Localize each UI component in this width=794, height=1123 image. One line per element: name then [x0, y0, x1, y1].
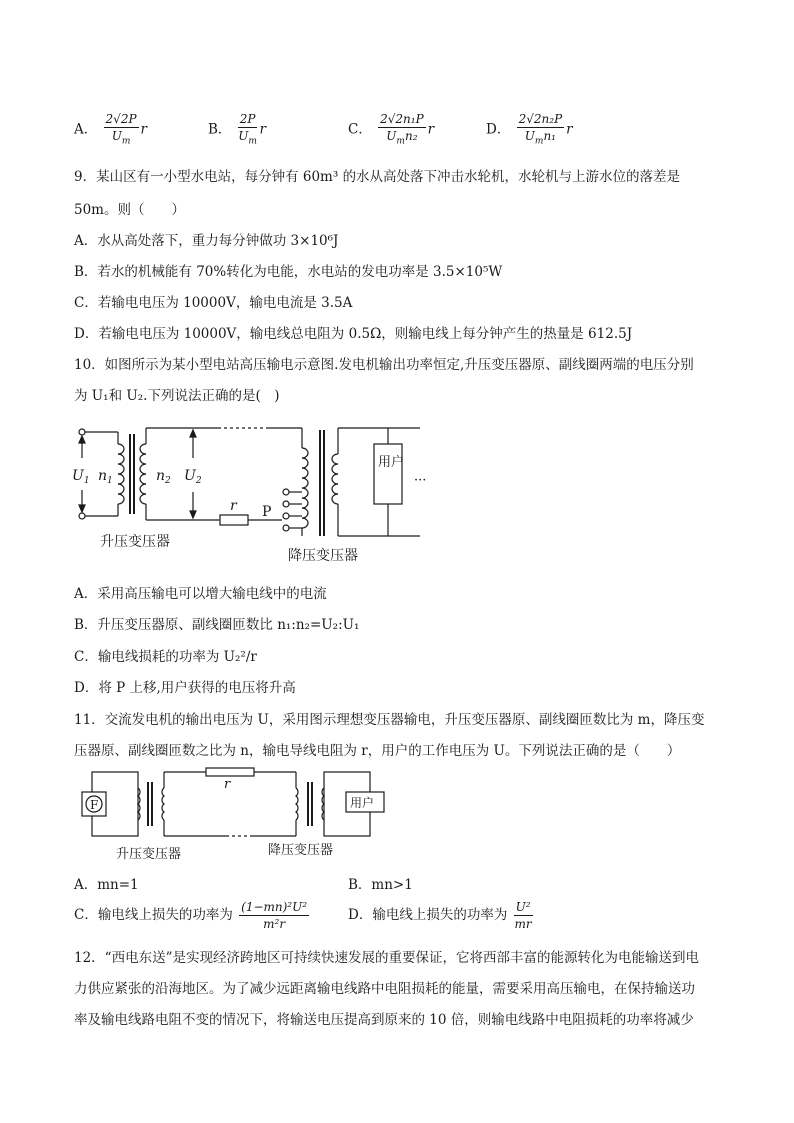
q11-option-d-fraction: $\frac{\text{U²}}{mr}$ [514, 900, 532, 931]
q10-circuit-diagram [70, 418, 450, 568]
q9-stem-line-1: 9．某山区有一小型水电站，每分钟有 60m³ 的水从高处落下冲击水轮机，水轮机与上游水位的落差是 [74, 169, 681, 185]
q11-r-label: r [224, 777, 231, 792]
terminal-top [79, 429, 85, 435]
q9-stem-line-2: 50m。则（ ） [74, 202, 185, 218]
q9-option-c: C．若输电电压为 10000V，输电电流是 3.5A [74, 295, 353, 311]
q8-option-b-fraction: $\frac{2P}{U_m}$ [238, 112, 257, 147]
q11-stem-line-1: 11．交流发电机的输出电压为 U，采用图示理想变压器输电，升压变压器原、副线圈匝数比为 m，降压变 [74, 712, 705, 728]
q12-line-3: 率及输电线路电阻不变的情况下，将输送电压提高到原来的 10 倍，则输电线路中电阻损耗的功率将减少 [74, 1012, 694, 1028]
line-resistor [220, 515, 248, 525]
q11-line-resistor [206, 768, 254, 776]
q8-option-d: D． $\frac{\text{2√2n₂P}}{U_mn_1}$ r [486, 112, 573, 147]
q10-option-d: D．将 P 上移,用户获得的电压将升高 [74, 680, 296, 696]
q10-option-b: B．升压变压器原、副线圈匝数比 n₁:n₂=U₂:U₁ [74, 617, 360, 633]
q8-option-c-fraction: $\frac{\text{2√2n₁P}}{U_mn_2}$ [380, 112, 424, 147]
ellipsis: ··· [414, 473, 427, 488]
step-down-secondary-coil [332, 454, 338, 504]
step-up-secondary-coil [140, 444, 146, 504]
generator-label: F [90, 798, 99, 812]
q11-step-up-caption: 升压变压器 [116, 847, 182, 862]
q11-step-down-caption: 降压变压器 [268, 843, 334, 858]
q8-option-a: A． $\frac{2√2P}{U_m}$ r [74, 112, 148, 147]
user-label-1: 用户 [378, 455, 405, 470]
q8-option-c: C． $\frac{\text{2√2n₁P}}{U_mn_2}$ r [348, 112, 435, 147]
q8-option-b: B． $\frac{2P}{U_m}$ r [208, 112, 266, 147]
q9-option-d: D．若输电电压为 10000V，输电线总电阻为 0.5Ω，则输电线上每分钟产生的热量是 612.5J [74, 326, 633, 342]
q8-option-d-fraction: $\frac{\text{2√2n₂P}}{U_mn_1}$ [518, 112, 563, 147]
n1-label: $n_1$ [98, 468, 113, 486]
q11-option-c-fraction: $\frac{\text{(1−mn)²U²}}{\text{m²r}}$ [241, 900, 308, 931]
q11-option-d: D．输电线上损失的功率为 $\frac{\text{U²}}{mr}$ [348, 900, 532, 931]
step-up-caption: 升压变压器 [100, 534, 170, 550]
q9-option-b: B．若水的机械能有 70%转化为电能，水电站的发电功率是 3.5×10⁵W [74, 264, 503, 280]
q11-circuit-diagram [80, 764, 400, 864]
q11-option-a: A．mn=1 [74, 877, 139, 893]
q11-stem-line-2: 压器原、副线圈匝数之比为 n，输电导线电阻为 r，用户的工作电压为 U。下列说法正确的是（ ） [74, 743, 681, 759]
step-up-primary-coil [118, 444, 124, 504]
u2-label: $U_2$ [184, 468, 202, 486]
step-down-caption: 降压变压器 [288, 548, 358, 564]
q10-stem-line-2: 为 U₁和 U₂.下列说法正确的是( ) [74, 388, 280, 404]
q12-line-2: 力供应紧张的沿海地区。为了减少远距离输电线路中电阻损耗的能量，需要采用高压输电，在保持输送功 [74, 981, 695, 997]
r-label: r [230, 498, 237, 514]
q10-option-c: C．输电线损耗的功率为 U₂²/r [74, 649, 257, 665]
u1-label: $U_1$ [72, 468, 90, 486]
q9-option-a: A．水从高处落下，重力每分钟做功 3×10⁶J [74, 233, 339, 249]
q11-user-label: 用户 [350, 796, 375, 810]
q10-option-a: A．采用高压输电可以增大输电线中的电流 [74, 586, 327, 602]
n2-label: $n_2$ [156, 468, 171, 486]
terminal-bottom [79, 513, 85, 519]
q8-option-a-fraction: $\frac{2√2P}{U_m}$ [105, 112, 137, 147]
user-load-box [374, 444, 405, 504]
q10-stem-line-1: 10．如图所示为某小型电站高压输电示意图.发电机输出功率恒定,升压变压器原、副线圈两端的电压分别 [74, 357, 694, 373]
p-label: P [262, 504, 272, 520]
q11-step-down-primary-coil [296, 788, 298, 820]
q12-line-1: 12．“西电东送”是实现经济跨地区可持续快速发展的重要保证，它将西部丰富的能源转化为电能输送到电 [74, 950, 699, 966]
step-down-primary-coil [302, 448, 308, 528]
q11-option-b: B．mn>1 [348, 877, 413, 893]
q11-option-c: C．输电线上损失的功率为 $\frac{\text{(1−mn)²U²}}{\text{m²r}}$ [74, 900, 308, 931]
q11-step-up-secondary-coil [162, 788, 164, 820]
